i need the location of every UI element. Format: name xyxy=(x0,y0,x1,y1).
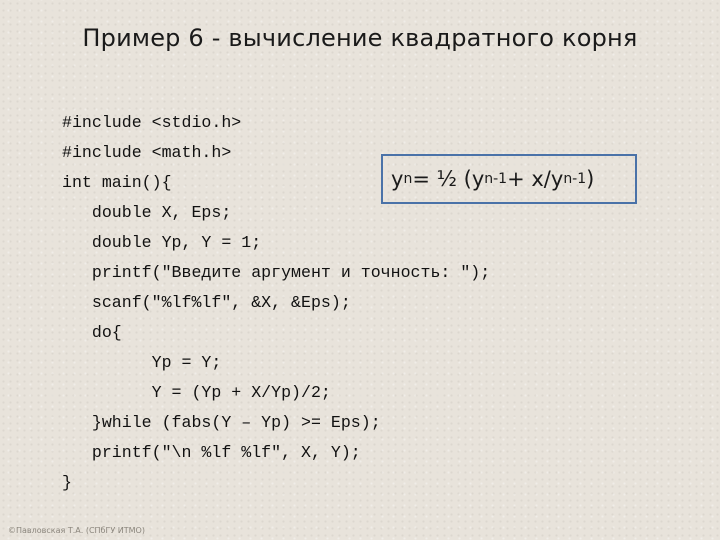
code-line: Yp = Y; xyxy=(62,353,222,372)
formula-close-paren: ) xyxy=(586,167,595,191)
formula-y-prev-denominator: y xyxy=(550,167,564,191)
formula-box: y n = ½ ( y n-1 + x/ y n-1 ) xyxy=(381,154,637,204)
slide-title: Пример 6 - вычисление квадратного корня xyxy=(82,24,638,52)
code-line: } xyxy=(62,473,72,492)
code-line: double X, Eps; xyxy=(62,203,232,222)
formula-plus-x-over: + x/ xyxy=(507,167,551,191)
code-line: do{ xyxy=(62,323,122,342)
formula-y-prev: y xyxy=(471,167,485,191)
code-line: double Yp, Y = 1; xyxy=(62,233,262,252)
code-line: printf("\n %lf %lf", X, Y); xyxy=(62,443,361,462)
code-line: #include <stdio.h> xyxy=(62,113,242,132)
code-line: Y = (Yp + X/Yp)/2; xyxy=(62,383,331,402)
formula-y: y xyxy=(391,167,404,191)
code-line: scanf("%lf%lf", &X, &Eps); xyxy=(62,293,351,312)
code-line: #include <math.h> xyxy=(62,143,232,162)
footer-credit: ©Павловская Т.А. (СПбГУ ИТМО) xyxy=(8,526,145,535)
code-line: int main(){ xyxy=(62,173,172,192)
formula-equals-half: = ½ ( xyxy=(412,167,472,191)
code-line: }while (fabs(Y – Yp) >= Eps); xyxy=(62,413,381,432)
code-line: printf("Введите аргумент и точность: "); xyxy=(62,263,491,282)
